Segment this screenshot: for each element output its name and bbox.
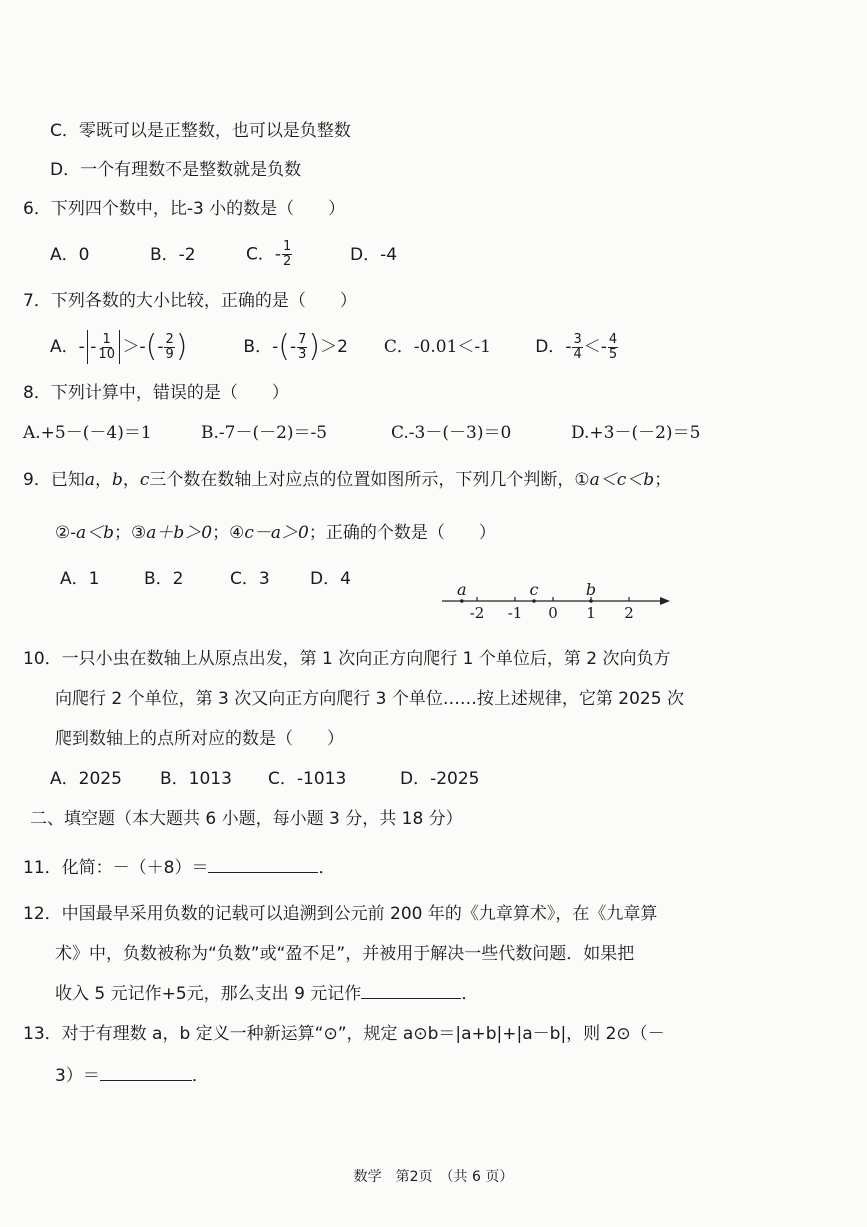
comma: ，	[94, 470, 112, 490]
number-line-tick-label: 2	[624, 604, 634, 622]
q10-line1: 10．一只小虫在数轴上从原点出发，第 1 次向正方向爬行 1 个单位后，第 2 次向负方	[23, 649, 671, 669]
q6-option-b: B．-2	[150, 244, 196, 265]
denominator: 4	[573, 346, 582, 362]
q6-stem: 6．下列四个数中，比-3 小的数是（ ）	[23, 199, 346, 219]
q13-answer-blank[interactable]	[100, 1064, 192, 1081]
q6-option-c-sign: -	[274, 244, 282, 265]
q9-stem-line2	[55, 521, 496, 545]
abs-bar-left	[87, 330, 89, 364]
q13-line1: 13．对于有理数 a，b 定义一种新运算“⊙”，规定 a⊙b＝|a+b|+|a－b|，则 2⊙（－	[23, 1024, 665, 1044]
q9-judgement-2-mark: ②	[55, 523, 71, 543]
numerator: 1	[102, 331, 111, 347]
number-line-points	[457, 580, 596, 603]
q9-option-d: D．4	[310, 569, 351, 589]
q7-option-b-inner-minus: -	[289, 337, 297, 357]
abs-bar-right	[119, 330, 121, 364]
number-line-point-label-b: b	[585, 580, 597, 599]
paren-close: )	[175, 329, 188, 364]
paren-open: (	[278, 329, 290, 364]
q6-option-c	[246, 240, 350, 269]
q11-end: ．	[318, 858, 336, 878]
q7-option-d-label: D．	[535, 337, 566, 357]
q8-option-b: B.-7－(－2)＝-5	[201, 423, 328, 443]
number-line-point-c	[532, 599, 536, 603]
q7-stem: 7．下列各数的大小比较，正确的是（ ）	[23, 291, 357, 311]
semicolon: ；	[114, 523, 132, 543]
q7-option-d	[535, 330, 619, 364]
numerator: 7	[298, 331, 307, 347]
q7-option-b-label: B．	[243, 337, 273, 357]
q6-option-c-label: C．	[246, 244, 275, 265]
q7-option-a-inner-minus: -	[90, 337, 97, 357]
comma: ，	[122, 470, 140, 490]
q9-option-a: A．1	[60, 569, 100, 589]
q10-line2: 向爬行 2 个单位，第 3 次又向正方向爬行 3 个单位……按上述规律，它第 2025 次	[55, 689, 684, 709]
number-line-tick-label: 1	[586, 604, 596, 622]
q12-line1: 12．中国最早采用负数的记载可以追溯到公元前 200 年的《九章算术》，在《九章算	[23, 904, 658, 924]
q9-judgement-1-mark: ①	[574, 470, 590, 490]
q12-line2: 术》中，负数被称为“负数”或“盈不足”，并被用于解决一些代数问题．如果把	[55, 944, 635, 964]
q8-option-d: D.+3－(－2)＝5	[571, 423, 701, 443]
var-a: a	[84, 470, 95, 490]
q9-judgement-3-mark: ③	[131, 523, 147, 543]
q10-options	[50, 767, 480, 791]
denominator: 10	[98, 346, 115, 362]
q7-option-b	[243, 330, 378, 364]
q7-option-d-relation: ＜-	[583, 337, 607, 357]
section-heading-fill-in: 二、填空题（本大题共 6 小题，每小题 3 分，共 18 分）	[30, 809, 463, 829]
q6-option-d: D．-4	[350, 244, 398, 265]
number-line-point-a	[460, 599, 464, 603]
q6-option-c-fraction	[282, 240, 292, 269]
q7-option-b-fraction	[297, 333, 307, 362]
q7-option-d-fraction-1	[572, 333, 582, 362]
numerator: 4	[608, 331, 618, 347]
q10-line3: 爬到数轴上的点所对应的数是（ ）	[55, 729, 344, 749]
number-line-tick-label: 0	[548, 604, 558, 622]
q9-option-c: C．3	[230, 569, 270, 589]
q7-option-a-minus: -	[78, 337, 85, 357]
q13-end: ．	[191, 1066, 209, 1086]
semicolon: ；	[654, 470, 672, 490]
q6-option-c-numerator: 1	[283, 239, 292, 254]
q6-options	[50, 240, 397, 269]
q8-stem: 8．下列计算中，错误的是（ ）	[23, 383, 289, 403]
number-line-point-label-c: c	[529, 580, 539, 599]
numerator: 2	[165, 331, 174, 347]
q9-judgement-4-mark: ④	[229, 523, 245, 543]
var-b: b	[111, 470, 123, 490]
q11-answer-blank[interactable]	[208, 856, 318, 873]
q12-line3	[55, 982, 478, 1006]
q13-line2-text: 3）＝	[55, 1066, 100, 1086]
q7-option-b-relation: ＞2	[320, 337, 348, 357]
q9-judgement-2: -a＜b	[70, 523, 115, 543]
q11-stem: 11．化简：－（＋8）＝	[23, 858, 209, 878]
denominator: 5	[608, 346, 618, 362]
q9-stem-prefix: 9．已知	[23, 470, 85, 490]
q12-answer-blank[interactable]	[361, 982, 461, 999]
q7-option-c: C．-0.01＜-1	[383, 337, 491, 357]
q8-option-c: C.-3－(－3)＝0	[391, 423, 512, 443]
q9-stem-line1	[23, 468, 671, 492]
number-line-tick-label: -1	[507, 604, 523, 622]
q7-options	[50, 330, 619, 364]
q9-stem-middle: 三个数在数轴上对应点的位置如图所示，下列几个判断，	[149, 470, 575, 490]
q13-line2	[55, 1064, 209, 1088]
paren-open: (	[145, 329, 158, 364]
q9-judgement-3: a＋b＞0	[146, 523, 213, 543]
q9-stem-tail: ；正确的个数是（ ）	[308, 523, 496, 543]
var-c: c	[139, 470, 150, 490]
q12-end: ．	[461, 984, 479, 1004]
paren-close: )	[308, 329, 321, 364]
q10-option-d: D．-2025	[400, 769, 480, 789]
q5-option-d: D．一个有理数不是整数就是负数	[50, 160, 302, 180]
q11	[23, 856, 335, 880]
q7-option-a-fraction-2	[164, 333, 174, 362]
q9-judgement-1: a＜c＜b	[589, 470, 655, 490]
q7-option-d-minus: -	[565, 337, 572, 357]
q10-option-c: C．-1013	[268, 769, 347, 789]
q7-option-a-fraction-1	[97, 333, 116, 362]
q7-option-a-relation: ＞-	[122, 337, 146, 357]
q7-option-a	[50, 330, 238, 364]
q7-option-a-inner-minus-2: -	[157, 337, 164, 357]
q9-judgement-4: c－a＞0	[244, 523, 309, 543]
number-line-point-b	[589, 599, 593, 603]
q5-option-c: C．零既可以是正整数，也可以是负整数	[50, 121, 351, 141]
q7-option-d-fraction-2	[608, 333, 618, 362]
q7-option-a-label: A．	[50, 337, 79, 357]
q6-option-a: A．0	[50, 244, 90, 265]
page-footer: 数学 第2页 （共 6 页）	[353, 1169, 514, 1185]
q12-line3-text: 收入 5 元记作+5元，那么支出 9 元记作	[55, 984, 362, 1004]
q6-option-c-denominator: 2	[283, 254, 292, 269]
q10-option-a: A．2025	[50, 769, 122, 789]
semicolon: ；	[212, 523, 230, 543]
number-line-tick-label: -2	[469, 604, 485, 622]
number-line-arrow	[660, 597, 670, 605]
denominator: 9	[165, 346, 174, 362]
q9-options	[60, 567, 351, 591]
q8-options	[23, 421, 700, 445]
number-line-point-label-a: a	[457, 580, 467, 599]
numerator: 3	[573, 331, 582, 347]
q7-option-b-minus: -	[272, 337, 279, 357]
q8-option-a: A.+5－(－4)＝1	[23, 423, 152, 443]
denominator: 3	[298, 346, 307, 362]
number-line-figure	[438, 578, 678, 628]
q9-option-b: B．2	[144, 569, 184, 589]
q10-option-b: B．1013	[160, 769, 232, 789]
